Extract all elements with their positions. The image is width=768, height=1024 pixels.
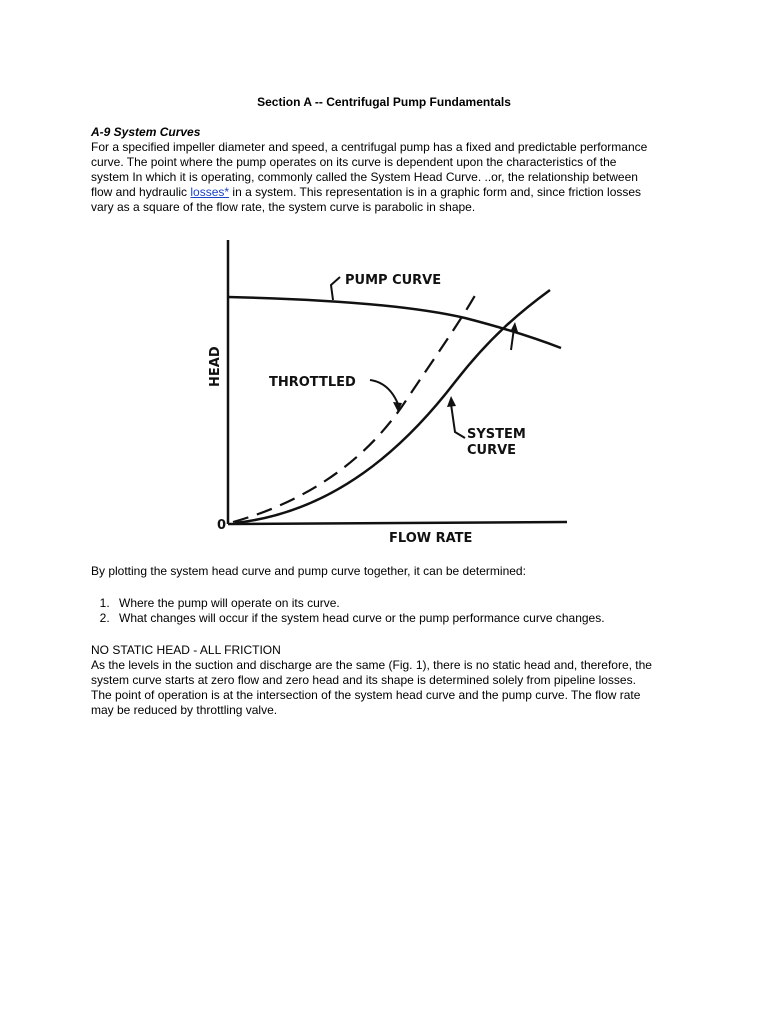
system-arrowhead <box>447 396 456 407</box>
paragraph-text: in a system. This representation is in a graphic form and, since friction losses <box>229 185 642 199</box>
no-static-head-block <box>91 643 681 718</box>
list-item: 2. What changes will occur if the system head curve or the pump performance curve changes. <box>113 611 681 626</box>
throttled-leader <box>370 380 398 404</box>
origin-label: 0 <box>217 518 227 533</box>
paragraph-line: system curve starts at zero flow and zero head and its shape is determined solely from pipeline losses. <box>91 673 636 687</box>
intro-block <box>91 125 681 215</box>
heading-no-static-head: NO STATIC HEAD - ALL FRICTION <box>91 643 281 657</box>
section-title: Section A -- Centrifugal Pump Fundamentals <box>257 95 511 109</box>
paragraph-line: system In which it is operating, commonly called the System Head Curve. ..or, the relationship between <box>91 170 638 184</box>
list-item: 1. Where the pump will operate on its curve. <box>113 596 681 611</box>
pump-curve-leader <box>331 277 340 300</box>
paragraph-line <box>91 185 681 200</box>
paragraph-line: The point of operation is at the intersection of the system head curve and the pump curve. The flow rate <box>91 688 641 702</box>
intersection-arrowhead <box>510 322 518 332</box>
paragraph-text: flow and hydraulic <box>91 185 191 199</box>
paragraph-line: For a specified impeller diameter and speed, a centrifugal pump has a fixed and predictable performance <box>91 140 648 154</box>
throttled-label: THROTTLED <box>269 375 356 390</box>
paragraph-line: vary as a square of the flow rate, the system curve is parabolic in shape. <box>91 200 476 214</box>
subheading-system-curves: A-9 System Curves <box>91 125 201 139</box>
system-curve <box>235 290 550 523</box>
determination-paragraph: By plotting the system head curve and pump curve together, it can be determined: <box>91 564 526 578</box>
y-axis-label: HEAD <box>208 346 223 387</box>
system-curve-leader <box>451 404 465 438</box>
paragraph-line: As the levels in the suction and discharge are the same (Fig. 1), there is no static head and, therefore, the <box>91 658 652 672</box>
paragraph-line: curve. The point where the pump operates on its curve is dependent upon the characteristics of the <box>91 155 617 169</box>
system-curve-label-1: SYSTEM <box>467 427 526 442</box>
paragraph-line: may be reduced by throttling valve. <box>91 703 278 717</box>
x-axis-line <box>228 522 567 524</box>
numbered-list <box>91 596 681 626</box>
system-curve-label-2: CURVE <box>467 443 517 458</box>
determination-list <box>91 596 681 626</box>
throttled-curve <box>233 292 477 522</box>
system-curve-figure <box>205 232 580 550</box>
system-curve-diagram <box>205 232 580 550</box>
pump-curve-label: PUMP CURVE <box>345 273 442 288</box>
losses-link[interactable]: losses* <box>190 185 230 199</box>
x-axis-label: FLOW RATE <box>389 531 473 546</box>
